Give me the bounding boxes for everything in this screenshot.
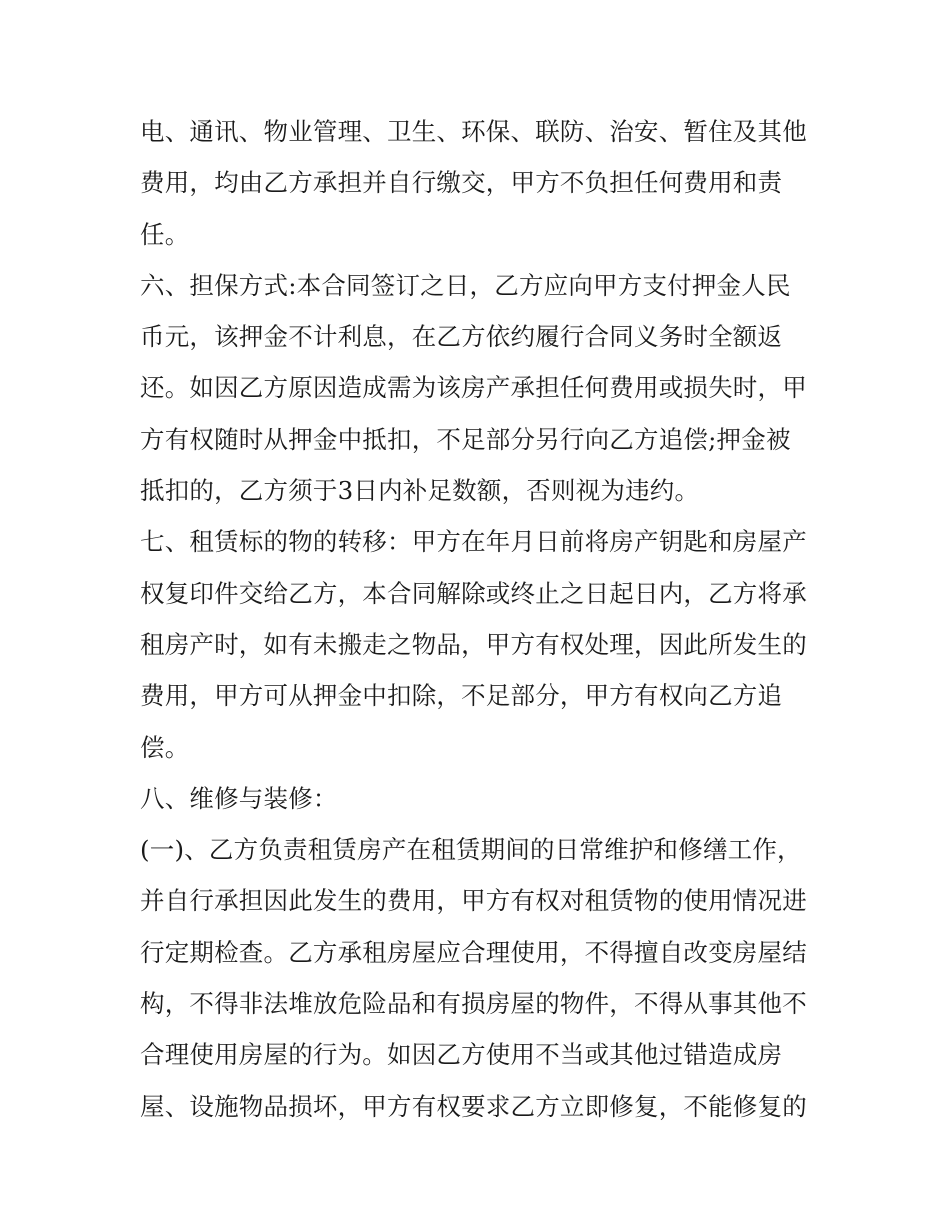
text-line: 构，不得非法堆放危险品和有损房屋的物件，不得从事其他不 (140, 989, 807, 1019)
text-line: 抵扣的，乙方须于3日内补足数额，否则视为违约。 (140, 476, 700, 506)
text-line: 并自行承担因此发生的费用，甲方有权对租赁物的使用情况进 (140, 886, 807, 916)
text-line: 合理使用房屋的行为。如因乙方使用不当或其他过错造成房 (140, 1040, 783, 1070)
contract-text-body (140, 106, 820, 1132)
sub-clause-one-line: (一)、乙方负责租赁房产在租赁期间的日常维护和修缮工作， (140, 835, 802, 865)
clause-six-heading-line: 六、担保方式:本合同签订之日，乙方应向甲方支付押金人民 (140, 270, 791, 300)
text-line: 方有权随时从押金中抵扣，不足部分另行向乙方追偿;押金被 (140, 424, 791, 454)
text-line: 还。如因乙方原因造成需为该房产承担任何费用或损失时，甲 (140, 373, 807, 403)
text-line: 权复印件交给乙方，本合同解除或终止之日起日内，乙方将承 (140, 578, 807, 608)
text-line: 租房产时，如有未搬走之物品，甲方有权处理，因此所发生的 (140, 629, 807, 659)
text-line: 屋、设施物品损坏，甲方有权要求乙方立即修复，不能修复的 (140, 1091, 807, 1121)
text-line: 费用，甲方可从押金中扣除，不足部分，甲方有权向乙方追 (140, 681, 783, 711)
clause-seven-heading-line: 七、租赁标的物的转移：甲方在年月日前将房产钥匙和房屋产 (140, 527, 807, 557)
text-line: 偿。 (140, 732, 190, 762)
text-line: 电、通讯、物业管理、卫生、环保、联防、治安、暂住及其他 (140, 117, 807, 146)
text-line: 行定期检查。乙方承租房屋应合理使用，不得擅自改变房屋结 (140, 937, 807, 967)
text-line: 任。 (140, 219, 190, 249)
text-line: 费用，均由乙方承担并自行缴交，甲方不负担任何费用和责 (140, 168, 783, 198)
text-line: 币元，该押金不计利息，在乙方依约履行合同义务时全额返 (140, 322, 783, 352)
clause-eight-heading: 八、维修与装修： (140, 783, 338, 813)
